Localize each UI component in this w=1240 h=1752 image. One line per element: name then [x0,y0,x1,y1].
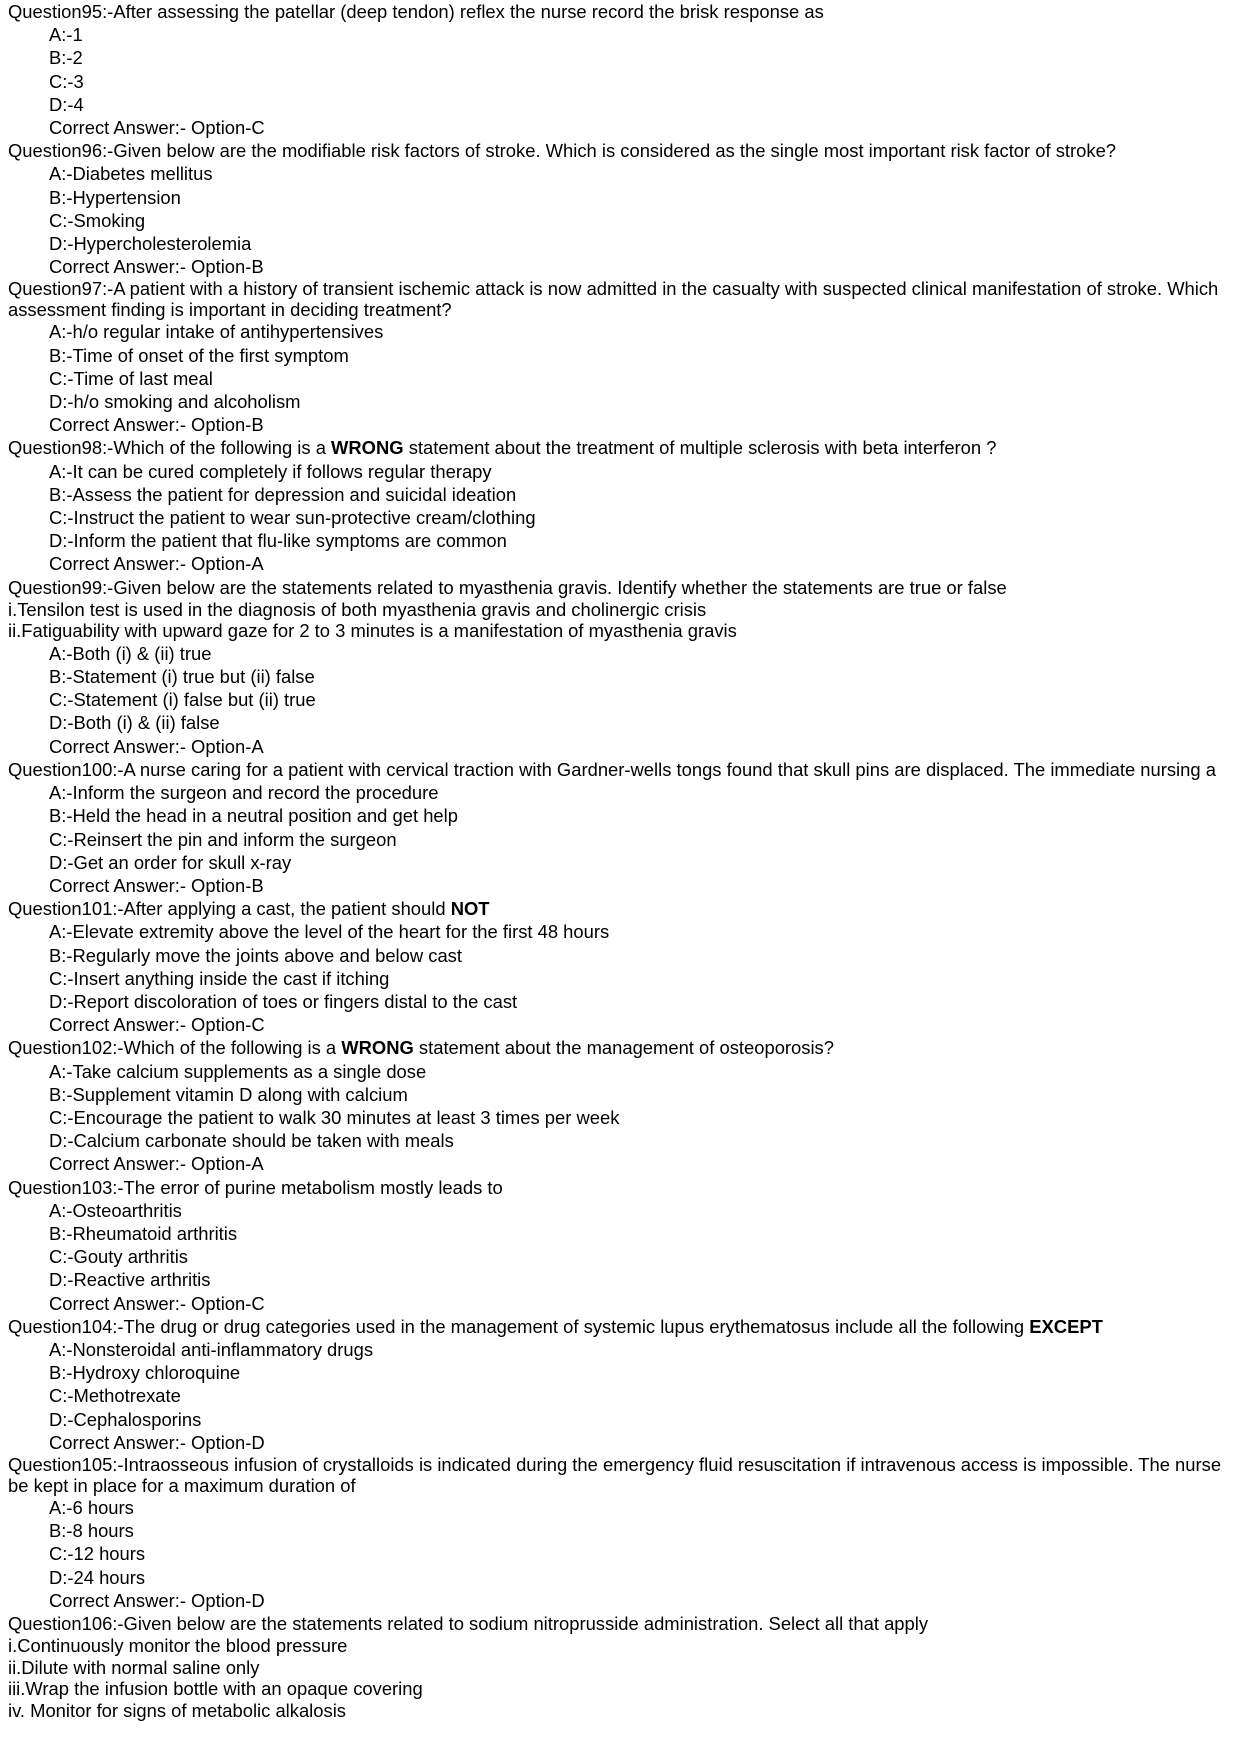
answer-option: B:-Hypertension [49,186,181,208]
question-number: Question104:- [8,1315,124,1337]
answer-option: B:-Hydroxy chloroquine [49,1362,241,1384]
answer-option: D:-Reactive arthritis [49,1269,211,1291]
question-number: Question102:- [8,1037,124,1059]
question-text [8,436,1240,459]
correct-answer: Correct Answer:- Option-A [49,1153,264,1175]
answer-option: B:-2 [49,47,83,69]
answer-option: C:-Reinsert the pin and inform the surgeon [49,828,397,850]
statement-line: i.Continuously monitor the blood pressure [8,1635,348,1657]
question-text [8,576,1240,599]
question-number: Question98:- [8,437,114,459]
question-text [8,0,1240,23]
statement-line: ii.Dilute with normal saline only [8,1656,260,1678]
question-block [8,1612,1240,1721]
answer-option: D:-Calcium carbonate should be taken with meals [49,1130,454,1152]
answer-option: C:-Gouty arthritis [49,1246,188,1268]
question-block [8,1454,1240,1612]
question-number: Question103:- [8,1176,124,1198]
answer-option: A:-It can be cured completely if follows regular therapy [49,460,492,482]
answer-option: B:-Rheumatoid arthritis [49,1222,238,1244]
answer-option: C:-Methotrexate [49,1385,181,1407]
question-text-part: Intraosseous infusion of crystalloids is indicated during the emergency fluid resuscitation if intravenous access is impossible. The nurse be kept in place for a maximum duration of [8,1453,1222,1496]
answer-option: D:-Get an order for skull x-ray [49,851,292,873]
question-block [8,278,1240,436]
question-text [8,139,1240,162]
question-text-part: Given below are the modifiable risk factors of stroke. Which is considered as the single most important risk factor of stroke? [113,140,1117,162]
answer-option: B:-Time of onset of the first symptom [49,344,349,366]
answer-option: D:-Report discoloration of toes or fingers distal to the cast [49,990,518,1012]
answer-option: B:-Supplement vitamin D along with calcium [49,1083,408,1105]
question-text-part: Given below are the statements related to sodium nitroprusside administration. Select all that apply [123,1613,929,1634]
emphasis-word: WRONG [331,437,404,459]
answer-option: B:-Assess the patient for depression and suicidal ideation [49,483,517,505]
question-text-part: A nurse caring for a patient with cervical traction with Gardner-wells tongs found that skull pins are displaced. The immediate nursing a [123,758,1216,780]
correct-answer: Correct Answer:- Option-B [49,414,264,436]
answer-option: D:-24 hours [49,1566,146,1588]
question-block [8,1176,1240,1315]
answer-option: A:-1 [49,24,83,46]
question-number: Question100:- [8,758,124,780]
question-text-part: After assessing the patellar (deep tendon) reflex the nurse record the brisk response as [113,1,824,22]
question-text-part: statement about the treatment of multiple sclerosis with beta interferon ? [403,437,997,459]
statement-line: ii.Fatiguability with upward gaze for 2 to 3 minutes is a manifestation of myasthenia gravis [8,620,737,642]
answer-option: A:-Osteoarthritis [49,1199,182,1221]
answer-option: A:-h/o regular intake of antihypertensives [49,321,384,343]
question-block [8,0,1240,139]
correct-answer: Correct Answer:- Option-A [49,553,264,575]
answer-option: C:-Statement (i) false but (ii) true [49,689,316,711]
correct-answer: Correct Answer:- Option-C [49,1014,265,1036]
answer-option: B:-Held the head in a neutral position and get help [49,805,458,827]
answer-option: C:-3 [49,70,84,92]
answer-option: B:-Regularly move the joints above and below cast [49,944,462,966]
question-number: Question99:- [8,576,114,598]
question-number: Question105:- [8,1453,124,1475]
question-text [8,1315,1240,1338]
answer-option: A:-Diabetes mellitus [49,163,213,185]
correct-answer: Correct Answer:- Option-C [49,117,265,139]
question-text [8,1454,1240,1496]
correct-answer: Correct Answer:- Option-B [49,874,264,896]
answer-option: B:-8 hours [49,1520,134,1542]
question-block [8,758,1240,897]
correct-answer: Correct Answer:- Option-A [49,735,264,757]
answer-option: C:-Encourage the patient to walk 30 minutes at least 3 times per week [49,1106,620,1128]
question-document [8,0,1240,1721]
answer-option: A:-Inform the surgeon and record the procedure [49,782,439,804]
answer-option: D:-Both (i) & (ii) false [49,712,220,734]
question-block [8,897,1240,1036]
statement-line: i.Tensilon test is used in the diagnosis of both myasthenia gravis and cholinergic crisis [8,598,707,620]
question-block [8,139,1240,278]
question-text [8,1036,1240,1059]
answer-option: D:-Cephalosporins [49,1408,202,1430]
emphasis-word: EXCEPT [1029,1315,1103,1337]
emphasis-word: WRONG [341,1037,414,1059]
question-text-part: After applying a cast, the patient should [123,898,451,920]
answer-option: A:-6 hours [49,1496,134,1518]
statement-line: iii.Wrap the infusion bottle with an opaque covering [8,1678,423,1700]
question-text-part: Which of the following is a [113,437,332,459]
question-text [8,278,1240,320]
answer-option: A:-Both (i) & (ii) true [49,642,212,664]
answer-option: A:-Nonsteroidal anti-inflammatory drugs [49,1338,374,1360]
question-block [8,1315,1240,1454]
answer-option: C:-Insert anything inside the cast if itching [49,967,390,989]
question-number: Question106:- [8,1613,124,1634]
correct-answer: Correct Answer:- Option-B [49,256,264,278]
correct-answer: Correct Answer:- Option-C [49,1292,265,1314]
question-block [8,1036,1240,1175]
correct-answer: Correct Answer:- Option-D [49,1589,265,1611]
question-text [8,1612,1240,1635]
answer-option: C:-12 hours [49,1543,146,1565]
question-text-part: The drug or drug categories used in the management of systemic lupus erythematosus include all the following [123,1315,1030,1337]
question-text [8,897,1240,920]
answer-option: B:-Statement (i) true but (ii) false [49,666,315,688]
answer-option: D:-4 [49,93,84,115]
question-block [8,576,1240,758]
answer-option: C:-Time of last meal [49,367,213,389]
answer-option: D:-Hypercholesterolemia [49,233,252,255]
question-number: Question96:- [8,140,114,162]
question-text-part: Which of the following is a [123,1037,342,1059]
statement-line: iv. Monitor for signs of metabolic alkalosis [8,1699,346,1721]
correct-answer: Correct Answer:- Option-D [49,1431,265,1453]
question-text-part: Given below are the statements related to myasthenia gravis. Identify whether the statements are true or false [113,576,1007,598]
question-text-part: statement about the management of osteoporosis? [413,1037,834,1059]
answer-option: C:-Instruct the patient to wear sun-protective cream/clothing [49,507,536,529]
question-text-part: A patient with a history of transient ischemic attack is now admitted in the casualty with suspected clinical manifestation of stroke. Which assessment finding is important in deciding treatment? [8,278,1219,321]
question-block [8,436,1240,575]
answer-option: A:-Elevate extremity above the level of the heart for the first 48 hours [49,921,610,943]
answer-option: D:-Inform the patient that flu-like symptoms are common [49,530,507,552]
question-number: Question101:- [8,898,124,920]
question-text-part: The error of purine metabolism mostly leads to [123,1176,503,1198]
answer-option: A:-Take calcium supplements as a single dose [49,1060,427,1082]
answer-option: C:-Smoking [49,209,146,231]
question-number: Question95:- [8,1,114,22]
question-text [8,1176,1240,1199]
question-number: Question97:- [8,278,114,300]
question-text [8,758,1240,781]
emphasis-word: NOT [450,898,490,920]
answer-option: D:-h/o smoking and alcoholism [49,391,301,413]
